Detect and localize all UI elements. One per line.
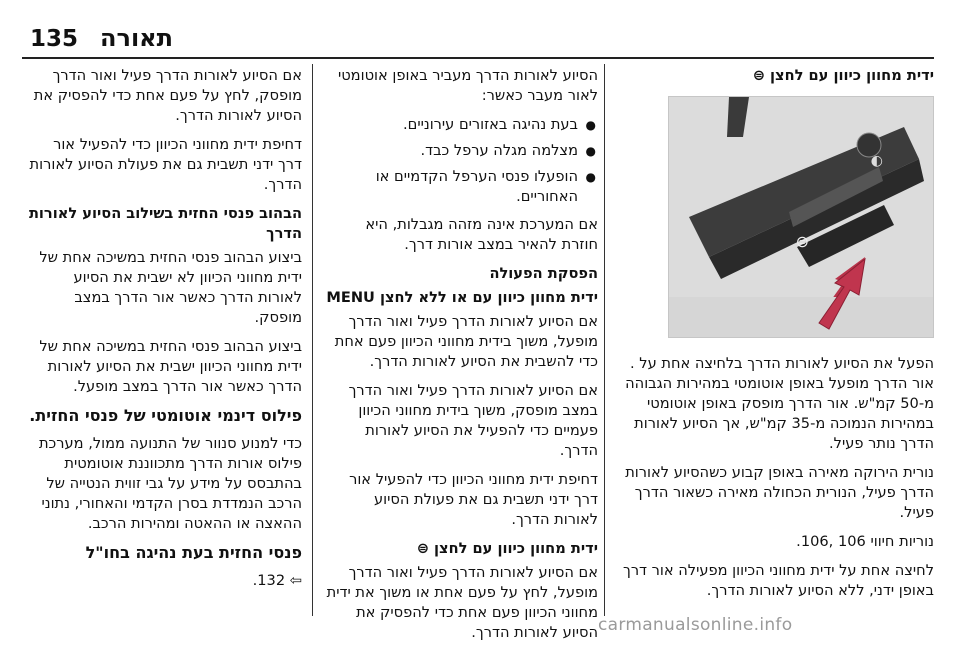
svg-text:◐: ◐ <box>870 153 883 169</box>
page-reference: ⇦ ‎132. <box>252 572 302 589</box>
subheading: ידית מחוון כיוון עם או ללא לחצן MENU <box>326 289 598 306</box>
page-number: 135 <box>30 26 79 52</box>
col2-paragraph: אם הסיוע לאורות הדרך פעיל ואור הדרך מופעל, לחץ על פעם אחת או משוך את ידית מחווני הכיוון פעם אחת כדי להפסיק את הסיוע לאורות הדרך. <box>326 564 598 641</box>
column-divider <box>312 64 313 616</box>
stalk-illustration <box>669 97 933 337</box>
col3-paragraph: אם הסיוע לאורות הדרך פעיל ואור הדרך מופסק, לחץ על פעם אחת כדי להפסיק את הסיוע לאורות הדרך. <box>33 67 302 124</box>
page-header <box>0 0 960 60</box>
column-left <box>26 66 302 600</box>
col2-paragraph: אם הסיוע לאורות הדרך פעיל ואור הדרך במצב מופסק, משוך בידית מחווני הכיוון פעמיים כדי להפעיל את הסיוע לאורות הדרך. <box>348 382 598 459</box>
arrow-icon: ⇦ <box>285 572 302 589</box>
subheading: הפסקת הפעולה <box>489 265 598 282</box>
section-heading: פילוס דינמי אוטומטי של פנסי החזית. <box>29 406 302 425</box>
col1-paragraph: נורית הירוקה מאירה באופן קבוע כשהסיוע לאורות הדרך פעיל, הנורית הכחולה מאירה כשאור הדרך פעיל. <box>625 464 934 521</box>
section-heading: פנסי החזית בעת נהיגה בחו"ל <box>85 543 302 562</box>
list-item: ● בעת נהיגה באזורים עירוניים. <box>326 115 598 135</box>
conditions-list <box>326 115 598 207</box>
col1-heading: ידית מחוון כיוון עם לחצן ⊜ <box>752 67 934 84</box>
col2-paragraph: אם המערכת אינה מזהה מגבלות, היא חוזרת להאיר במצב אורות דרך. <box>365 216 598 253</box>
section-title: תאורה <box>100 24 174 52</box>
col3-paragraph: כדי למנוע סנוור של התנועה ממול, מערכת פילוס אורות הדרך מתכווננת אוטומטית בהתבסס על מידע על גבי זווית הנטייה של הרכב הנמדדת בסרן הקדמי והאחורי, נתוני ההאצה או ההאטה ומהירות הרכב. <box>38 435 302 532</box>
steering-assist-light-icon: ⊜ <box>416 540 429 557</box>
list-item: ● מצלמה מגלה ערפל כבד. <box>326 141 598 161</box>
col1-paragraph: לחיצה אחת על ידית מחווני הכיוון מפעילה אור דרך באופן ידני, ללא הסיוע לאורות הדרך. <box>622 562 934 599</box>
subheading: ידית מחוון כיוון עם לחצן ⊜ <box>416 540 598 557</box>
col3-paragraph: ביצוע הבהוב פנסי החזית במשיכה אחת של ידית מחווני הכיוון ישבית את הסיוע לאורות הדרך כאשר אור הדרך במצב מופעל. <box>39 338 302 395</box>
watermark: carmanualsonline.info <box>598 615 793 635</box>
col2-paragraph: הסיוע לאורות הדרך מעביר באופן אוטומטי לאור מעבר כאשר: <box>337 67 598 104</box>
header-rule <box>22 57 934 59</box>
col3-paragraph: דחיפת ידית מחווני הכיוון כדי להפעיל אור דרך ידני תשבית גם את פעולת הסיוע לאורות הדרך. <box>29 136 302 193</box>
stalk-figure <box>668 96 934 338</box>
col2-paragraph: דחיפת ידית מחווני הכיוון כדי להפעיל אור דרך ידני תשבית גם את פעולת הסיוע לאורות הדרך. <box>349 471 598 528</box>
column-middle <box>326 66 598 652</box>
col2-paragraph: אם הסיוע לאורות הדרך פעיל ואור הדרך מופעל, משוך בידית מחווני הכיוון פעם אחת כדי להשבית את הסיוע לאורות הדרך. <box>334 313 598 370</box>
col1-paragraph: נוריות חיווי ‎106, ‎106. <box>796 533 934 550</box>
list-item: ● הופעלו פנסי הערפל הקדמיים או האחוריים. <box>326 167 598 207</box>
column-right <box>620 66 934 610</box>
svg-text:⊜: ⊜ <box>795 232 809 251</box>
subheading: הבהוב פנסי החזית בשילוב הסיוע לאורות הדרך <box>28 205 302 242</box>
steering-assist-light-icon: ⊜ <box>752 67 765 84</box>
col1-paragraph: הפעל את הסיוע לאורות הדרך בלחיצה אחת על . אור הדרך מופעל באופן אוטומטי במהירות הגבוהה מ-50 קמ"ש. אור הדרך מופסק באופן אוטומטי במהירות הנמוכה מ-35 קמ"ש, אך הסיוע לאורות הדרך נותר פעיל. <box>625 355 934 452</box>
column-divider <box>604 64 605 616</box>
col3-paragraph: ביצוע הבהוב פנסי החזית במשיכה אחת של ידית מחווני הכיוון לא ישבית את הסיוע לאורות הדרך כאשר אור הדרך במצב מופסק. <box>39 249 302 326</box>
